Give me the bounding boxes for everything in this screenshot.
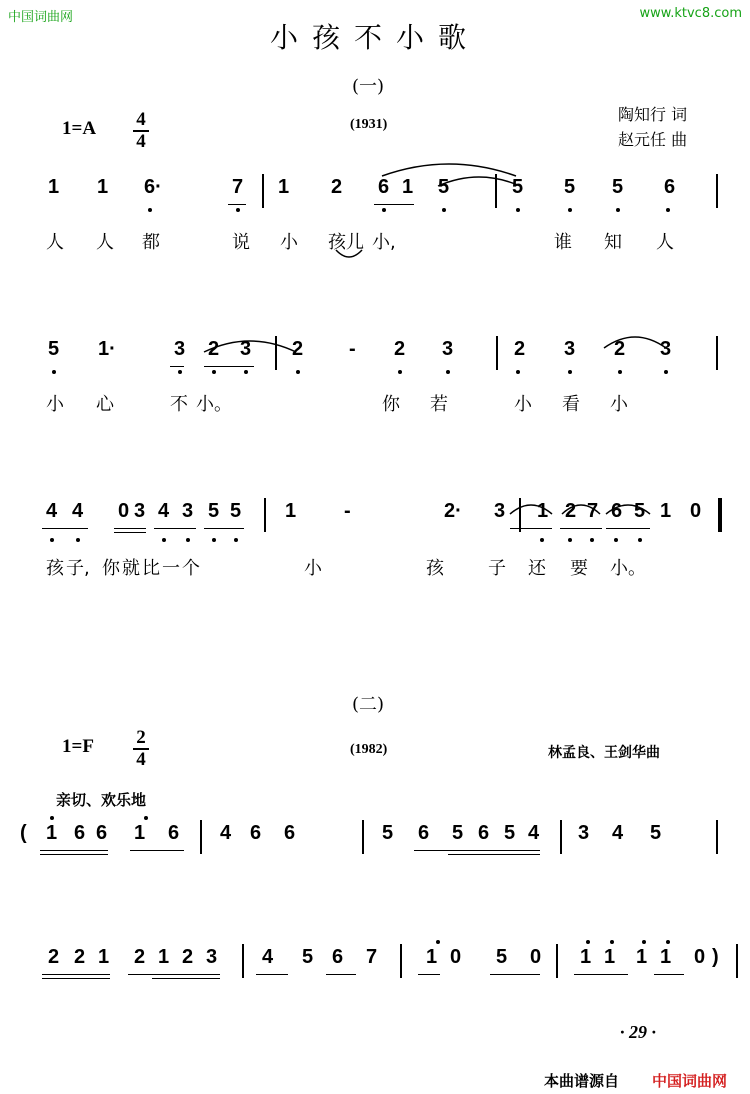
- lyric-syllable: 小。: [196, 394, 232, 415]
- part2-note: 3: [578, 822, 590, 844]
- part2-note: 1: [426, 946, 438, 968]
- part1-note: 1: [48, 176, 60, 198]
- part2-note: 3: [206, 946, 218, 968]
- part1-note: 2: [331, 176, 343, 198]
- part1-time-bottom: 4: [136, 131, 146, 152]
- octave-dot: [568, 370, 572, 374]
- duration-underline: [418, 974, 440, 975]
- lyric-syllable: 小: [610, 394, 628, 415]
- part1-note: 5: [634, 500, 646, 522]
- part1-note: 6: [664, 176, 676, 198]
- part1-note: 3: [240, 338, 252, 360]
- duration-underline: [414, 850, 540, 851]
- part2-note: 1: [636, 946, 648, 968]
- part1-note: 1: [660, 500, 672, 522]
- part1-key-signature: 1=A: [62, 118, 97, 139]
- octave-dot: [446, 370, 450, 374]
- part1-note: 5: [512, 176, 524, 198]
- lyric-syllable: 还: [528, 558, 546, 579]
- octave-dot: [616, 208, 620, 212]
- duration-underline: [128, 974, 220, 975]
- part1-lyricist: 陶知行 词: [618, 105, 688, 124]
- part1-note: 2: [514, 338, 526, 360]
- part2-note: 0: [694, 946, 706, 968]
- part1-note: 3: [134, 500, 146, 522]
- part1-note: 1: [402, 176, 414, 198]
- part2-note: 1: [134, 822, 146, 844]
- octave-dot: [234, 538, 238, 542]
- lyric-syllable: 小。: [610, 558, 646, 579]
- song-title: 小孩不小歌: [269, 21, 480, 54]
- part1-note: 6: [378, 176, 390, 198]
- lyric-syllable: 一: [162, 558, 180, 579]
- part2-note: 1: [660, 946, 672, 968]
- part1-note: 2: [394, 338, 406, 360]
- part2-note: 1: [580, 946, 592, 968]
- duration-underline: [154, 528, 196, 529]
- part1-note: 5: [230, 500, 242, 522]
- part2-note: 4: [220, 822, 232, 844]
- lyric-syllable: 你: [382, 394, 400, 415]
- duration-underline: [256, 974, 288, 975]
- lyric-syllable: 人: [96, 232, 114, 253]
- part1-note: 2: [208, 338, 220, 360]
- part2-note: 6: [168, 822, 180, 844]
- slur: [510, 505, 552, 514]
- part1-note: -: [344, 500, 351, 522]
- duration-underline: [40, 854, 108, 855]
- part2-note: 5: [496, 946, 508, 968]
- part2-note: 1: [46, 822, 58, 844]
- part1-note: 2·: [444, 500, 462, 522]
- part2-note: 2: [134, 946, 146, 968]
- duration-underline: [228, 204, 246, 205]
- lyric-syllable: 小,: [372, 232, 396, 253]
- lyric-syllable: 子,: [66, 558, 90, 579]
- lyric-syllable: 你: [102, 558, 120, 579]
- part2-note: 6: [332, 946, 344, 968]
- part1-note: 3: [660, 338, 672, 360]
- part2-key-signature: 1=F: [62, 736, 94, 757]
- part1-note: 3: [174, 338, 186, 360]
- part1-note: 3: [564, 338, 576, 360]
- lyric-syllable: 孩: [46, 558, 64, 579]
- watermark-left: 中国词曲网: [8, 10, 74, 25]
- duration-underline: [152, 978, 220, 979]
- duration-underline: [170, 366, 184, 367]
- lyric-syllable: 孩: [426, 558, 444, 579]
- part1-note: 1: [285, 500, 297, 522]
- duration-underline: [448, 854, 540, 855]
- part1-note: 5: [438, 176, 450, 198]
- duration-underline: [374, 204, 414, 205]
- part1-note: 2: [614, 338, 626, 360]
- part2-time-top: 2: [136, 727, 146, 748]
- slur: [562, 505, 600, 514]
- lyric-syllable: 说: [232, 232, 250, 253]
- octave-dot: [148, 208, 152, 212]
- part2-note: 4: [262, 946, 274, 968]
- octave-dot: [614, 538, 618, 542]
- part2-note: 2: [48, 946, 60, 968]
- octave-dot: [540, 538, 544, 542]
- lyric-syllable: 心: [96, 394, 114, 415]
- duration-underline: [326, 974, 356, 975]
- part2-note: 5: [650, 822, 662, 844]
- high-octave-dot: [642, 940, 646, 944]
- part1-note: 1: [97, 176, 109, 198]
- lyric-syllable: 知: [604, 232, 622, 253]
- duration-underline: [204, 528, 244, 529]
- duration-underline: [114, 532, 146, 533]
- high-octave-dot: [436, 940, 440, 944]
- part1-note: 0: [690, 500, 702, 522]
- part1-note: 1: [278, 176, 290, 198]
- slur: [606, 505, 650, 514]
- part1-note: 1: [537, 500, 549, 522]
- lyric-syllable: 人: [656, 232, 674, 253]
- high-octave-dot: [610, 940, 614, 944]
- part2-note: 2: [74, 946, 86, 968]
- part2-note: ): [712, 946, 719, 968]
- high-octave-dot: [50, 816, 54, 820]
- octave-dot: [516, 370, 520, 374]
- part2-note: 0: [530, 946, 542, 968]
- part1-note: 5: [564, 176, 576, 198]
- duration-underline: [114, 528, 146, 529]
- part1-note: 4: [46, 500, 58, 522]
- lyric-syllable: 谁: [554, 232, 572, 253]
- lyric-syllable: 儿: [346, 232, 364, 253]
- page-number: · 29 ·: [620, 1022, 656, 1042]
- part1-note: 5: [48, 338, 60, 360]
- octave-dot: [186, 538, 190, 542]
- high-octave-dot: [586, 940, 590, 944]
- octave-dot: [568, 208, 572, 212]
- source-site: 中国词曲网: [652, 1072, 728, 1090]
- part2-note: 5: [452, 822, 464, 844]
- duration-underline: [130, 850, 184, 851]
- octave-dot: [162, 538, 166, 542]
- part2-time-bottom: 4: [136, 749, 146, 770]
- octave-dot: [516, 208, 520, 212]
- slur: [604, 337, 666, 348]
- part2-note: 1: [158, 946, 170, 968]
- octave-dot: [296, 370, 300, 374]
- part1-note: 6·: [144, 176, 162, 198]
- lyric-syllable: 孩: [328, 232, 346, 253]
- slur: [438, 177, 520, 186]
- part2-note: 5: [504, 822, 516, 844]
- octave-dot: [76, 538, 80, 542]
- part2-note: 0: [450, 946, 462, 968]
- octave-dot: [398, 370, 402, 374]
- part2-note: 4: [612, 822, 624, 844]
- part1-note: 5: [208, 500, 220, 522]
- octave-dot: [618, 370, 622, 374]
- part1-note: 6: [611, 500, 623, 522]
- octave-dot: [50, 538, 54, 542]
- duration-underline: [42, 528, 88, 529]
- octave-dot: [590, 538, 594, 542]
- octave-dot: [382, 208, 386, 212]
- lyric-syllable: 小: [280, 232, 298, 253]
- part2-composer: 林孟良、王剑华曲: [548, 745, 660, 761]
- part1-note: 0: [118, 500, 130, 522]
- slur: [382, 164, 516, 176]
- part2-note: 6: [74, 822, 86, 844]
- lyric-syllable: 不: [170, 394, 188, 415]
- high-octave-dot: [144, 816, 148, 820]
- part1-note: 3: [182, 500, 194, 522]
- part2-note: 6: [478, 822, 490, 844]
- part2-note: 6: [250, 822, 262, 844]
- octave-dot: [52, 370, 56, 374]
- duration-underline: [490, 974, 540, 975]
- lyric-syllable: 小: [514, 394, 532, 415]
- octave-dot: [568, 538, 572, 542]
- octave-dot: [638, 538, 642, 542]
- part2-note: 1: [604, 946, 616, 968]
- part2-note: (: [20, 822, 27, 844]
- tempo-marking: 亲切、欢乐地: [56, 791, 147, 809]
- part2-note: 6: [96, 822, 108, 844]
- duration-underline: [40, 850, 108, 851]
- part2-year: (1982): [350, 742, 388, 757]
- part1-note: 3: [442, 338, 454, 360]
- duration-underline: [42, 978, 110, 979]
- part1-composer: 赵元任 曲: [618, 130, 688, 149]
- lyric-syllable: 个: [182, 558, 200, 579]
- part1-note: 2: [565, 500, 577, 522]
- part1-note: 4: [72, 500, 84, 522]
- lyric-syllable: 小: [46, 394, 64, 415]
- part1-note: 7: [232, 176, 244, 198]
- part1-note: -: [349, 338, 356, 360]
- octave-dot: [236, 208, 240, 212]
- lyric-syllable: 就: [122, 558, 140, 579]
- duration-underline: [560, 528, 602, 529]
- octave-dot: [244, 370, 248, 374]
- octave-dot: [664, 370, 668, 374]
- lyric-syllable: 要: [570, 558, 588, 579]
- part1-note: 2: [292, 338, 304, 360]
- lyric-syllable: 都: [142, 232, 160, 253]
- lyric-syllable: 小: [304, 558, 322, 579]
- part1-note: 4: [158, 500, 170, 522]
- part1-label: (一): [352, 76, 385, 97]
- part1-note: 1·: [98, 338, 116, 360]
- part2-note: 5: [302, 946, 314, 968]
- slur: [204, 341, 296, 352]
- duration-underline: [574, 974, 628, 975]
- duration-underline: [42, 974, 110, 975]
- octave-dot: [212, 370, 216, 374]
- watermark-right: www.ktvc8.com: [639, 6, 742, 21]
- part1-note: 7: [587, 500, 599, 522]
- part2-note: 4: [528, 822, 540, 844]
- duration-underline: [510, 528, 552, 529]
- part2-note: 1: [98, 946, 110, 968]
- octave-dot: [178, 370, 182, 374]
- part1-year: (1931): [350, 117, 388, 132]
- lyric-syllable: 比: [142, 558, 160, 579]
- part1-note: 5: [612, 176, 624, 198]
- source-label: 本曲谱源自: [544, 1072, 620, 1090]
- part2-note: 6: [284, 822, 296, 844]
- lyric-syllable: 人: [46, 232, 64, 253]
- part2-note: 5: [382, 822, 394, 844]
- high-octave-dot: [666, 940, 670, 944]
- lyric-syllable: 若: [430, 394, 448, 415]
- octave-dot: [212, 538, 216, 542]
- part2-note: 6: [418, 822, 430, 844]
- duration-underline: [204, 366, 254, 367]
- part1-note: 3: [494, 500, 506, 522]
- part1-time-top: 4: [136, 109, 146, 130]
- octave-dot: [666, 208, 670, 212]
- slur: [336, 250, 362, 257]
- duration-underline: [606, 528, 650, 529]
- part2-label: (二): [352, 694, 385, 715]
- duration-underline: [654, 974, 684, 975]
- octave-dot: [442, 208, 446, 212]
- part2-note: 2: [182, 946, 194, 968]
- lyric-syllable: 子: [488, 558, 506, 579]
- lyric-syllable: 看: [562, 394, 580, 415]
- part2-note: 7: [366, 946, 378, 968]
